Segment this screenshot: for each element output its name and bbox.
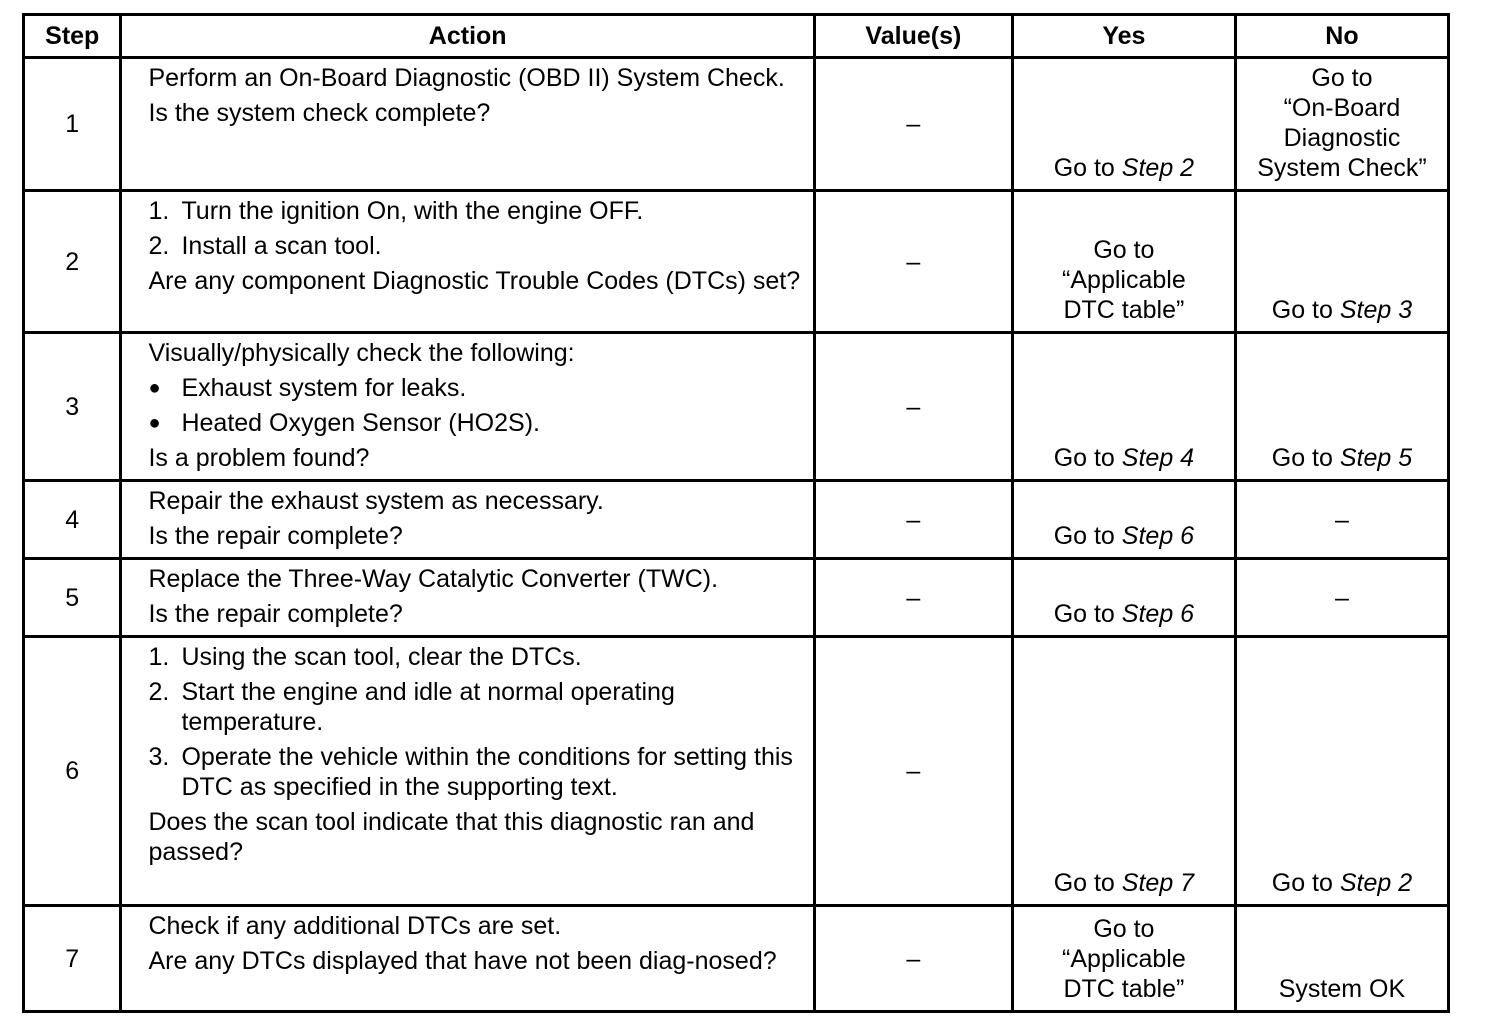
- item-text: Start the engine and idle at normal operating temperature.: [181, 678, 675, 736]
- goto-text: Go to: [1271, 869, 1333, 897]
- yes-cell: [1012, 333, 1235, 481]
- step-ref: Step 2: [1121, 154, 1195, 182]
- ref-text: DTC table”: [1063, 296, 1185, 324]
- step-number: 4: [24, 481, 121, 559]
- action-text: Perform an On-Board Diagnostic (OBD II) System Check.: [148, 64, 785, 92]
- goto-text: Go to: [1093, 915, 1155, 943]
- goto-text: Go to: [1053, 444, 1115, 472]
- step-ref: Step 6: [1121, 600, 1195, 628]
- ref-text: DTC table”: [1063, 975, 1185, 1003]
- goto-text: Go to: [1053, 869, 1115, 897]
- no-cell: System OK: [1235, 906, 1448, 1012]
- step-number: 6: [24, 637, 121, 906]
- action-question: Is the repair complete?: [148, 600, 403, 628]
- numbered-item: [148, 642, 802, 672]
- goto-text: Go to: [1311, 64, 1373, 92]
- action-cell: [121, 481, 814, 559]
- no-cell: [1235, 58, 1448, 191]
- action-cell: [121, 191, 814, 333]
- value-cell: –: [814, 333, 1012, 481]
- item-number: 1.: [148, 643, 170, 671]
- yes-cell: [1012, 58, 1235, 191]
- table-row: [24, 333, 1449, 481]
- item-text: Using the scan tool, clear the DTCs.: [181, 643, 582, 671]
- numbered-item: [148, 742, 802, 802]
- goto-text: Go to: [1053, 154, 1115, 182]
- header-no: No: [1235, 15, 1448, 58]
- action-question: Does the scan tool indicate that this diagnostic ran and passed?: [148, 808, 755, 866]
- step-ref: Step 4: [1121, 444, 1195, 472]
- value-cell: –: [814, 481, 1012, 559]
- yes-cell: [1012, 637, 1235, 906]
- step-number: 5: [24, 559, 121, 637]
- ref-text: Diagnostic: [1283, 124, 1401, 152]
- table-row: [24, 191, 1449, 333]
- value-cell: –: [814, 58, 1012, 191]
- numbered-item: [148, 231, 802, 261]
- action-question: Are any component Diagnostic Trouble Codes (DTCs) set?: [148, 267, 801, 295]
- no-cell: [1235, 637, 1448, 906]
- yes-cell: [1012, 481, 1235, 559]
- goto-text: Go to: [1093, 236, 1155, 264]
- item-number: 3.: [148, 743, 170, 771]
- item-text: Operate the vehicle within the conditions for setting this DTC as specified in the supporting text.: [181, 743, 793, 801]
- numbered-item: [148, 196, 802, 226]
- no-cell: [1235, 333, 1448, 481]
- action-question: Is a problem found?: [148, 444, 370, 472]
- step-number: 7: [24, 906, 121, 1012]
- item-number: 1.: [148, 197, 170, 225]
- value-cell: –: [814, 637, 1012, 906]
- bullet-icon: ●: [148, 377, 161, 399]
- header-yes: Yes: [1012, 15, 1235, 58]
- value-cell: –: [814, 906, 1012, 1012]
- item-number: 2.: [148, 678, 170, 706]
- yes-cell: [1012, 191, 1235, 333]
- action-cell: [121, 333, 814, 481]
- diagnostic-table: [22, 13, 1450, 1013]
- no-cell: –: [1235, 559, 1448, 637]
- value-cell: –: [814, 559, 1012, 637]
- step-ref: Step 5: [1339, 444, 1413, 472]
- ref-text: System Check”: [1257, 154, 1427, 182]
- step-number: 3: [24, 333, 121, 481]
- numbered-item: [148, 677, 802, 737]
- action-cell: [121, 637, 814, 906]
- table-row: [24, 906, 1449, 1012]
- header-row: [24, 15, 1449, 58]
- goto-text: Go to: [1271, 444, 1333, 472]
- table-row: [24, 637, 1449, 906]
- action-cell: [121, 906, 814, 1012]
- item-text: Install a scan tool.: [181, 232, 382, 260]
- goto-text: Go to: [1271, 296, 1333, 324]
- item-text: Heated Oxygen Sensor (HO2S).: [181, 409, 540, 437]
- no-cell: –: [1235, 481, 1448, 559]
- goto-text: Go to: [1053, 600, 1115, 628]
- action-question: Is the repair complete?: [148, 522, 403, 550]
- item-text: Exhaust system for leaks.: [181, 374, 467, 402]
- header-step: Step: [24, 15, 121, 58]
- ref-text: “Applicable: [1062, 945, 1186, 973]
- step-number: 2: [24, 191, 121, 333]
- bullet-item: [148, 408, 802, 438]
- step-ref: Step 7: [1121, 869, 1195, 897]
- bullet-item: [148, 373, 802, 403]
- header-action: Action: [121, 15, 814, 58]
- yes-cell: [1012, 906, 1235, 1012]
- action-cell: [121, 559, 814, 637]
- step-ref: Step 3: [1339, 296, 1413, 324]
- no-cell: [1235, 191, 1448, 333]
- ref-text: “Applicable: [1062, 266, 1186, 294]
- action-text: Visually/physically check the following:: [148, 339, 575, 367]
- action-text: Replace the Three-Way Catalytic Converter (TWC).: [148, 565, 719, 593]
- item-text: Turn the ignition On, with the engine OFF.: [181, 197, 644, 225]
- table-row: [24, 58, 1449, 191]
- table-row: [24, 481, 1449, 559]
- bullet-icon: ●: [148, 412, 161, 434]
- step-ref: Step 2: [1339, 869, 1413, 897]
- yes-cell: [1012, 559, 1235, 637]
- item-number: 2.: [148, 232, 170, 260]
- table-row: [24, 559, 1449, 637]
- action-question: Are any DTCs displayed that have not been diag-nosed?: [148, 947, 777, 975]
- header-values: Value(s): [814, 15, 1012, 58]
- action-cell: [121, 58, 814, 191]
- action-question: Is the system check complete?: [148, 99, 491, 127]
- value-cell: –: [814, 191, 1012, 333]
- step-ref: Step 6: [1121, 522, 1195, 550]
- action-text: Check if any additional DTCs are set.: [148, 912, 562, 940]
- step-number: 1: [24, 58, 121, 191]
- goto-text: Go to: [1053, 522, 1115, 550]
- action-text: Repair the exhaust system as necessary.: [148, 487, 604, 515]
- ref-text: “On-Board: [1283, 94, 1401, 122]
